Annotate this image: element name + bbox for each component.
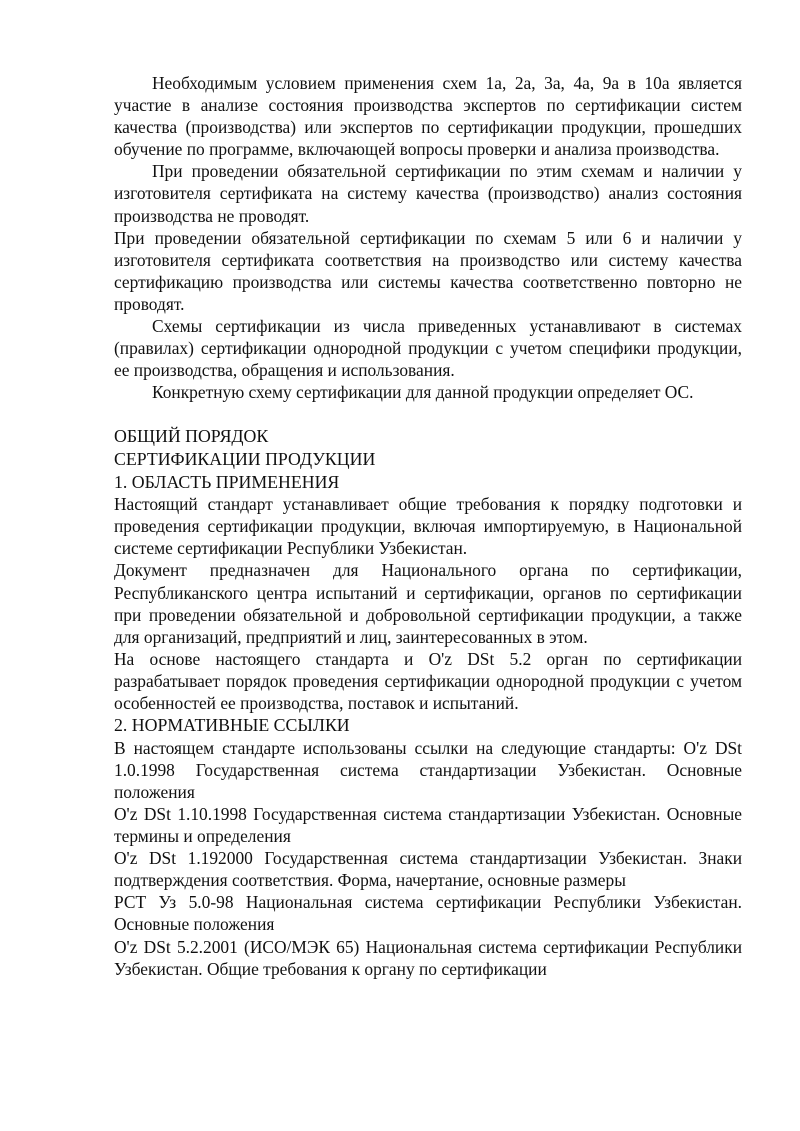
reference-item: O'z DSt 1.192000 Государственная система стандартизации Узбекистан. Знаки подтверждения соответствия. Форма, начертание, основные размеры: [114, 848, 742, 891]
paragraph: Необходимым условием применения схем 1а, 2а, 3а, 4а, 9а в 10а является участие в анализе состояния производства экспертов по сертификации систем качества (производства) или экспертов по сертификации продукции, прошедших обучение по программе, включающей вопросы проверки и анализа производства.: [114, 73, 742, 160]
blank-line: [114, 403, 742, 425]
title-line-2: СЕРТИФИКАЦИИ ПРОДУКЦИИ: [114, 449, 376, 469]
reference-item: O'z DSt 5.2.2001 (ИСО/МЭК 65) Национальная система сертификации Республики Узбекистан. Общие требования к органу по сертификации: [114, 936, 742, 979]
title-line-1: ОБЩИЙ ПОРЯДОК: [114, 426, 269, 447]
paragraph: Конкретную схему сертификации для данной продукции определяет ОС.: [152, 382, 694, 403]
reference-item: В настоящем стандарте использованы ссылки на следующие стандарты: O'z DSt 1.0.1998 Государственная система стандартизации Узбекистан. Основные положения: [114, 737, 742, 802]
section-heading-scope: 1. ОБЛАСТЬ ПРИМЕНЕНИЯ: [114, 471, 340, 492]
paragraph: При проведении обязательной сертификации по схемам 5 или 6 и наличии у изготовителя сертификата соответствия на производство или систему качества сертификацию производства или системы качества соответственно повторно не проводят.: [114, 227, 742, 314]
paragraph: Схемы сертификации из числа приведенных устанавливают в системах (правилах) сертификации однородной продукции с учетом специфики продукции, ее производства, обращения и использования.: [114, 316, 742, 381]
paragraph: Настоящий стандарт устанавливает общие требования к порядку подготовки и проведения сертификации продукции, включая импортируемую, в Национальной системе сертификации Республики Узбекистан.: [114, 494, 742, 559]
document-page: [114, 72, 742, 980]
paragraph: На основе настоящего стандарта и O'z DSt 5.2 орган по сертификации разрабатывает порядок проведения сертификации однородной продукции с учетом особенностей ее производства, поставок и испытаний.: [114, 648, 742, 714]
paragraph: При проведении обязательной сертификации по этим схемам и наличии у изготовителя сертификата на систему качества (производство) анализ состояния производства не проводят.: [114, 161, 742, 226]
scope-section: [114, 471, 742, 715]
section-heading-references: 2. НОРМАТИВНЫЕ ССЫЛКИ: [114, 715, 350, 736]
document-title: [114, 425, 742, 470]
reference-item: O'z DSt 1.10.1998 Государственная система стандартизации Узбекистан. Основные термины и определения: [114, 804, 742, 847]
references-section: [114, 714, 742, 980]
reference-item: РСТ Уз 5.0-98 Национальная система сертификации Республики Узбекистан. Основные положения: [114, 892, 742, 935]
paragraph: Документ предназначен для Национального органа по сертификации, Республиканского центра испытаний и сертификации, органов по сертификации при проведении обязательной и добровольной сертификации продукции, а также для организаций, предприятий и лиц, заинтересованных в этом.: [114, 560, 742, 647]
intro-section: [114, 72, 742, 403]
